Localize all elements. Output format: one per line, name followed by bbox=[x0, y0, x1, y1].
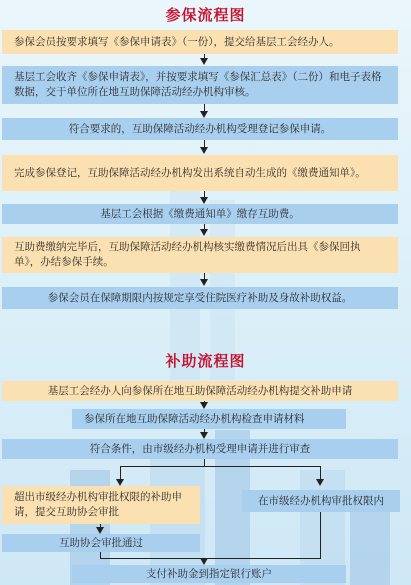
arrow-down-icon bbox=[200, 432, 208, 439]
branch-line bbox=[204, 459, 205, 466]
arrow-down-icon bbox=[200, 197, 208, 204]
s2-step3: 符合条件，由市级经办机构受理申请并进行审查 bbox=[2, 439, 398, 459]
branch-line bbox=[120, 466, 121, 480]
arrow-down-icon bbox=[200, 58, 208, 65]
s1-step7: 参保会员在保障期限内按规定享受住院医疗补助及身故补助权益。 bbox=[2, 287, 398, 309]
s1-step4: 完成参保登记，互助保障活动经办机构发出系统自动生成的《缴费通知单》。 bbox=[2, 155, 398, 191]
s1-step3: 符合要求的，互助保障活动经办机构受理登记参保申请。 bbox=[2, 118, 398, 140]
branch-line bbox=[320, 466, 321, 480]
arrow-down-icon bbox=[316, 479, 324, 486]
arrow-down-icon bbox=[200, 558, 208, 565]
s1-step1: 参保会员按要求填写《参保申请表》（一份），提交给基层工会经办人。 bbox=[2, 30, 398, 54]
s2-final: 支付补助金到指定银行账户 bbox=[72, 565, 346, 583]
branch-line bbox=[120, 466, 320, 467]
arrow-down-icon bbox=[200, 402, 208, 409]
arrow-down-icon bbox=[200, 111, 208, 118]
section1-title: 参保流程图 bbox=[165, 6, 246, 24]
merge-line bbox=[100, 558, 321, 559]
merge-line bbox=[320, 512, 321, 558]
arrow-down-icon bbox=[200, 229, 208, 236]
section2-title: 补助流程图 bbox=[165, 352, 246, 370]
arrow-down-icon bbox=[116, 479, 124, 486]
arrow-down-icon bbox=[200, 147, 208, 154]
s2-branch-left: 超出市级经办机构审批权限的补助申请，提交互助协会审批 bbox=[2, 486, 200, 524]
s2-step1: 基层工会经办人向参保所在地互助保障活动经办机构提交补助申请 bbox=[2, 381, 398, 401]
arrow-down-icon bbox=[96, 527, 104, 534]
s2-step2: 参保所在地互助保障活动经办机构检查申请材料 bbox=[72, 409, 346, 429]
s1-step5: 基层工会根据《缴费通知单》缴存互助费。 bbox=[2, 204, 398, 224]
s1-step2: 基层工会收齐《参保申请表》，并按要求填写《参保汇总表》（二份）和电子表格数据，交于单位所在地互助保障活动经办机构审核。 bbox=[2, 66, 398, 104]
s2-approved: 互助协会审批通过 bbox=[2, 534, 200, 552]
s1-step6: 互助费缴纳完毕后，互助保障活动经办机构核实缴费情况后出具《参保回执单》，办结参保手续。 bbox=[2, 237, 398, 273]
s2-branch-right: 在市级经办机构审批权限内 bbox=[242, 490, 400, 512]
arrow-down-icon bbox=[200, 279, 208, 286]
